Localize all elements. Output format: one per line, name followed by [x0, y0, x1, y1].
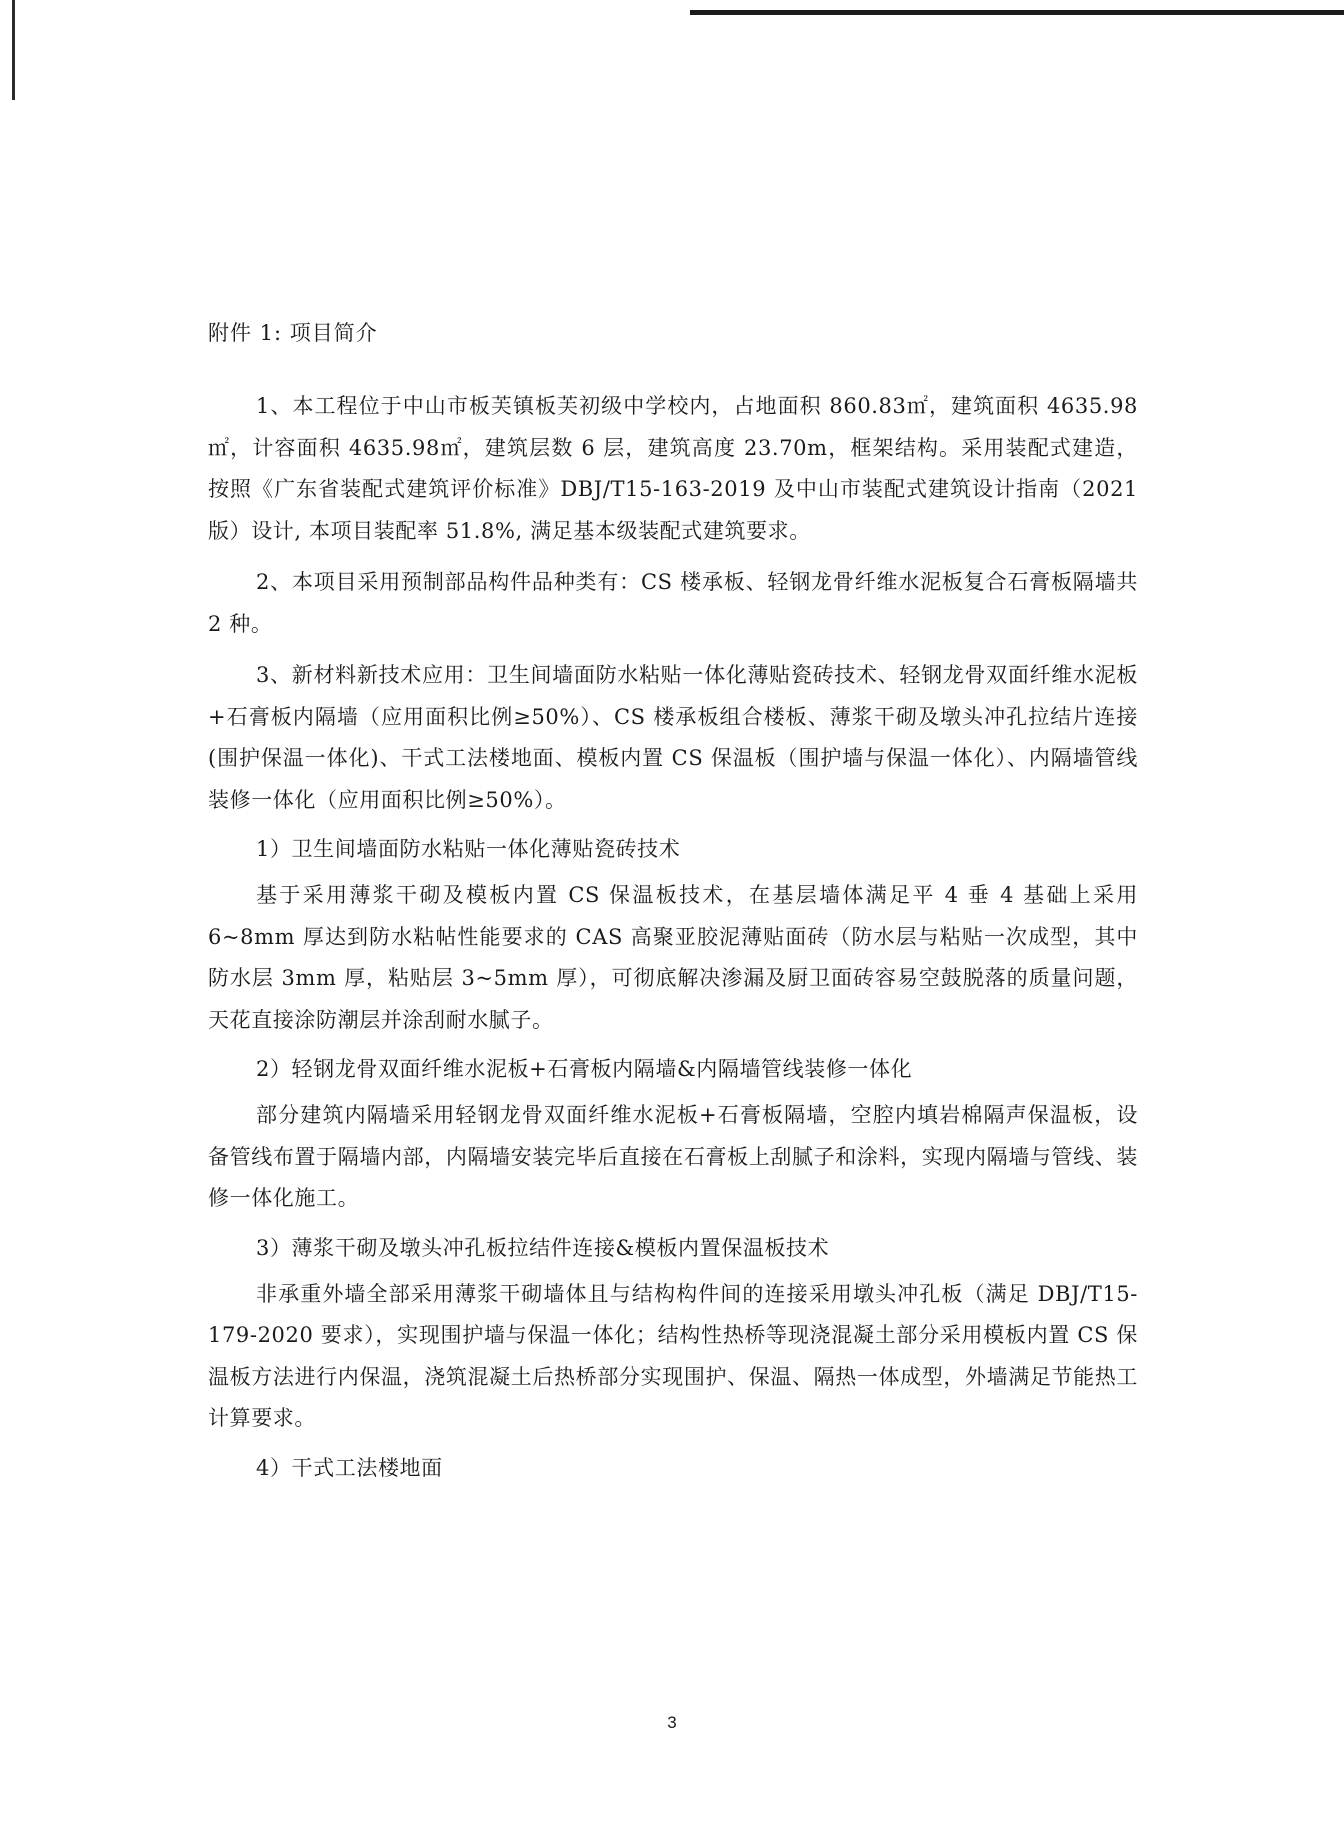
page-number: 3 — [667, 1713, 677, 1732]
subsection-1-title: 1）卫生间墙面防水粘贴一体化薄贴瓷砖技术 — [256, 837, 681, 861]
scan-edge-left — [12, 0, 15, 100]
subsection-4-title: 4）干式工法楼地面 — [256, 1455, 443, 1480]
subsection-1-body: 基于采用薄浆干砌及模板内置 CS 保温板技术，在基层墙体满足平 4 垂 4 基础上采用 6~8mm 厚达到防水粘帖性能要求的 CAS 高聚亚胶泥薄贴面砖（防水层与粘贴一次成型，其中防水层 3mm 厚，粘贴层 3~5mm 厚），可彻底解决渗漏及厨卫面砖容易空鼓脱落的质量问题，天花直接涂防潮层并涂刮耐水腻子。 — [208, 883, 1138, 1032]
subsection-3-body: 非承重外墙全部采用薄浆干砌墙体且与结构构件间的连接采用墩头冲孔板（满足 DBJ/T15-179-2020 要求），实现围护墙与保温一体化；结构性热桥等现浇混凝土部分采用模板内置 CS 保温板方法进行内保温，浇筑混凝土后热桥部分实现围护、保温、隔热一体成型，外墙满足节能热工计算要求。 — [208, 1281, 1138, 1430]
attachment-heading: 附件 1: 项目简介 — [208, 321, 378, 345]
subsection-2-title: 2）轻钢龙骨双面纤维水泥板+石膏板内隔墙&内隔墙管线装修一体化 — [256, 1057, 913, 1081]
paragraph-2: 2、本项目采用预制部品构件品种类有：CS 楼承板、轻钢龙骨纤维水泥板复合石膏板隔墙共 2 种。 — [208, 570, 1138, 636]
scan-edge-top — [690, 10, 1344, 15]
subsection-2-body: 部分建筑内隔墙采用轻钢龙骨双面纤维水泥板+石膏板隔墙，空腔内填岩棉隔声保温板，设备管线布置于隔墙内部，内隔墙安装完毕后直接在石膏板上刮腻子和涂料，实现内隔墙与管线、装修一体化施工。 — [208, 1103, 1138, 1210]
subsection-3-title: 3）薄浆干砌及墩头冲孔板拉结件连接&模板内置保温板技术 — [256, 1235, 830, 1260]
paragraph-1: 1、本工程位于中山市板芙镇板芙初级中学校内，占地面积 860.83㎡，建筑面积 4635.98㎡，计容面积 4635.98㎡，建筑层数 6 层，建筑高度 23.70m，框架结构。采用装配式建造，按照《广东省装配式建筑评价标准》DBJ/T15-163-2019 及中山市装配式建筑设计指南（2021 版）设计, 本项目装配率 51.8%, 满足基本级装配式建筑要求。 — [208, 394, 1138, 543]
document-body — [208, 300, 1138, 1494]
paragraph-3: 3、新材料新技术应用：卫生间墙面防水粘贴一体化薄贴瓷砖技术、轻钢龙骨双面纤维水泥板+石膏板内隔墙（应用面积比例≥50%）、CS 楼承板组合楼板、薄浆干砌及墩头冲孔拉结片连接(围护保温一体化)、干式工法楼地面、模板内置 CS 保温板（围护墙与保温一体化）、内隔墙管线装修一体化（应用面积比例≥50%）。 — [208, 663, 1138, 812]
